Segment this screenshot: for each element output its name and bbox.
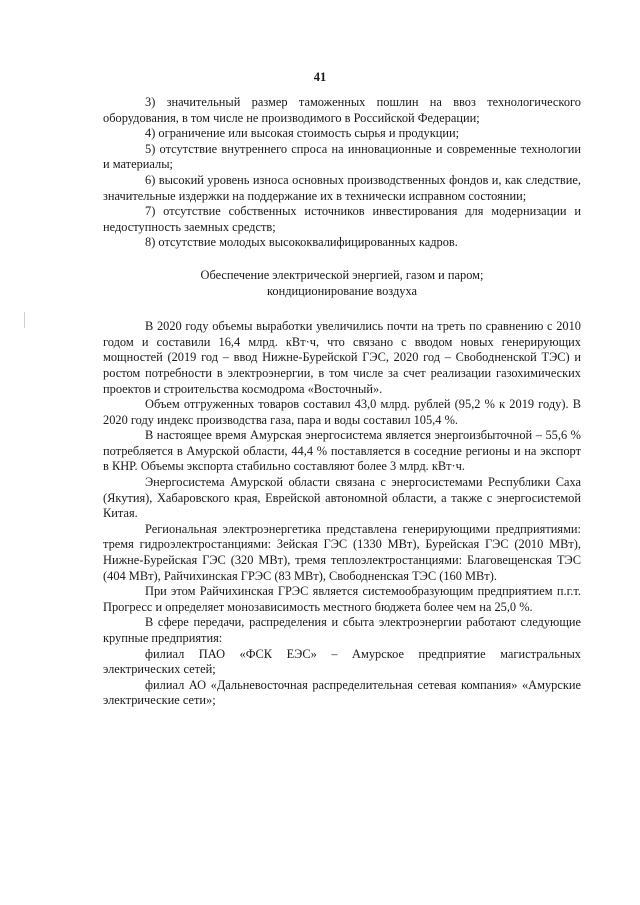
section-heading-line: Обеспечение электрической энергией, газом и паром; (200, 267, 484, 282)
list-item: 5) отсутствие внутреннего спроса на инновационные и современные технологии и материалы; (103, 141, 581, 172)
paragraph: В сфере передачи, распределения и сбыта электроэнергии работают следующие крупные предприятия: (103, 615, 581, 645)
list-item: 3) значительный размер таможенных пошлин на ввоз технологического оборудования, в том числе не производимого в Российской Федерации; (103, 95, 581, 125)
list-item: 6) высокий уровень износа основных производственных фондов и, как следствие, значительные издержки на поддержание их в технически исправном состоянии; (103, 172, 581, 203)
paragraph: Энергосистема Амурской области связана с энергосистемами Республики Саха (Якутия), Хабаровского края, Еврейской автономной области, а также с энергосистемой Китая. (103, 475, 581, 521)
paragraph: В настоящее время Амурская энергосистема является энергоизбыточной – 55,6 % потребляется в Амурской области, 44,4 % поставляется в соседние регионы и на экспорт в КНР. Объемы экспорта стабильно составляют более 3 млрд. кВт·ч. (103, 428, 581, 474)
margin-mark (24, 312, 25, 328)
section-heading-line: кондиционирование воздуха (267, 283, 417, 298)
list-item: 7) отсутствие собственных источников инвестирования для модернизации и недоступность заемных средств; (103, 204, 581, 234)
paragraph: Региональная электроэнергетика представлена генерирующими предприятиями: тремя гидроэлектростанциями: Зейская ГЭС (1330 МВт), Бурейская ГЭС (2010 МВт), Нижне-Бурейская ГЭС (320 МВт), тремя теплоэлектростанциями: Благовещенская ТЭС (404 МВт), Райчихинская ГРЭС (83 МВт), Свободненская ТЭС (160 МВт). (103, 521, 581, 583)
list-item: 4) ограничение или высокая стоимость сырья и продукции; (145, 126, 460, 141)
paragraph: В 2020 году объемы выработки увеличились почти на треть по сравнению с 2010 годом и составили 16,4 млрд. кВт·ч, что связано с вводом новых генерирующих мощностей (2019 год – ввод Нижне-Бурейской ГЭС, 2020 год – Свободненской ТЭС) и ростом потребности в электроэнергии, в том числе за счет реализации газохимических проектов и строительства космодрома «Восточный». (103, 319, 581, 396)
section-heading (103, 268, 581, 299)
list-item: 8) отсутствие молодых высококвалифицированных кадров. (145, 235, 458, 250)
document-body (103, 95, 581, 709)
paragraph: При этом Райчихинская ГРЭС является системообразующим предприятием п.г.т. Прогресс и определяет монозависимость местного бюджета более чем на 25,0 %. (103, 584, 581, 614)
paragraph: филиал ПАО «ФСК ЕЭС» – Амурское предприятие магистральных электрических сетей; (103, 646, 581, 677)
paragraph: Объем отгруженных товаров составил 43,0 млрд. рублей (95,2 % к 2019 году). В 2020 году индекс производства газа, пара и воды составил 105,4 %. (103, 397, 581, 427)
paragraph: филиал АО «Дальневосточная распределительная сетевая компания» «Амурские электрические сети»; (103, 677, 581, 708)
page-number: 41 (313, 70, 327, 84)
